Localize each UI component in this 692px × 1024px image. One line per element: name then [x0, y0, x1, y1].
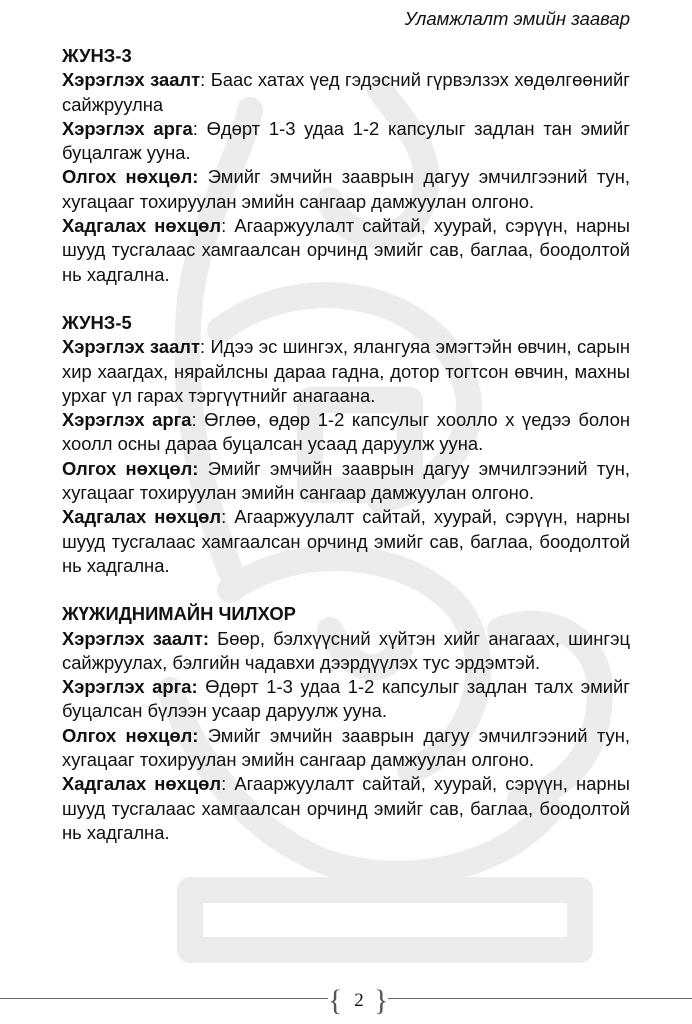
- label-separator: [198, 725, 207, 746]
- paragraph-indication: [62, 68, 630, 117]
- label-separator: :: [192, 117, 207, 139]
- label-separator: [209, 628, 217, 649]
- footer-rule-left: [0, 998, 328, 999]
- paragraph-label: Олгох нөхцөл:: [62, 724, 199, 746]
- paragraph-text: Өдөрт 1-3 удаа 1-2 капсулыг задлан талх эмийг буцалсан бүлээн усаар даруулж ууна.: [62, 676, 630, 722]
- label-separator: :: [191, 409, 205, 431]
- paragraph-label: Хэрэглэх заалт:: [62, 627, 209, 649]
- paragraph-text: Эмийг эмчийн зааврын дагуу эмчилгээний тун, хугацааг тохируулан эмийн сангаар дамжуулан олгоно.: [62, 724, 630, 771]
- paragraph-usage: [62, 117, 630, 166]
- paragraph-label: Олгох нөхцөл:: [62, 457, 199, 479]
- document-body: [62, 44, 630, 845]
- label-separator: [198, 166, 207, 187]
- paragraph-text: Эмийг эмчийн зааврын дагуу эмчилгээний тун, хугацааг тохируулан эмийн сангаар дамжуулан олгоно.: [62, 457, 630, 504]
- label-separator: :: [221, 506, 235, 528]
- paragraph-label: Хэрэглэх заалт: [62, 336, 200, 358]
- paragraph-label: Хэрэглэх арга: [62, 409, 192, 431]
- paragraph-text: Өглөө, өдөр 1-2 капсулыг хоолло х үедээ болон хоолл осны дараа буцалсан усаад даруулж ууна.: [62, 409, 630, 455]
- paragraph-indication: [62, 627, 630, 676]
- paragraph-dispensing: [62, 165, 630, 214]
- paragraph-storage: [62, 214, 630, 287]
- paragraph-storage: [62, 772, 630, 845]
- paragraph-label: Хэрэглэх арга: [62, 117, 193, 139]
- label-separator: :: [221, 215, 235, 237]
- paragraph-dispensing: [62, 724, 630, 773]
- section-title: ЖУНЗ-3: [62, 45, 132, 66]
- label-separator: :: [221, 773, 235, 795]
- paragraph-usage: [62, 675, 630, 724]
- paragraph-dispensing: [62, 457, 630, 506]
- paragraph-text: Баас хатах үед гэдэсний гүрвэлзэх хөдөлгөөнийг сайжруулна: [62, 69, 631, 115]
- paragraph-text: Эмийг эмчийн зааврын дагуу эмчилгээний тун, хугацааг тохируулан эмийн сангаар дамжуулан олгоно.: [62, 166, 630, 212]
- paragraph-label: Олгох нөхцөл:: [62, 166, 199, 188]
- section-title: ЖУНЗ-5: [62, 311, 132, 333]
- paragraph-text: Агааржуулалт сайтай, хуурай, сэрүүн, нарны шууд тусгалаас хамгаалсан орчинд эмийг сав, баглаа, боодолтой нь хадгална.: [62, 506, 630, 576]
- medicine-section: [62, 44, 630, 287]
- running-header: Уламжлалт эмийн заавар: [404, 8, 630, 29]
- paragraph-label: Хэрэглэх заалт: [62, 69, 201, 91]
- label-separator: :: [199, 336, 211, 358]
- label-separator: :: [200, 69, 211, 91]
- page-number-left-bracket: {: [328, 984, 343, 1017]
- paragraph-storage: [62, 505, 630, 578]
- paragraph-text: Өдөрт 1-3 удаа 1-2 капсулыг задлан тан эмийг буцалгаж ууна.: [62, 117, 630, 164]
- page-number-right-bracket: }: [374, 984, 389, 1017]
- paragraph-label: Хэрэглэх арга:: [62, 676, 198, 698]
- medicine-section: [62, 311, 630, 578]
- footer-rule-right: [388, 998, 692, 999]
- label-separator: [198, 458, 207, 479]
- paragraph-text: Агааржуулалт сайтай, хуурай, сэрүүн, нарны шууд тусгалаас хамгаалсан орчинд эмийг сав, баглаа, боодолтой нь хадгална.: [62, 215, 630, 285]
- paragraph-text: Идээ эс шингэх, ялангуяа эмэгтэйн өвчин, сарын хир хаагдах, нярайлсны дараа гадна, дотор тогтсон өвчин, махны урхаг үл гарах тэргүүтнийг анагаана.: [62, 336, 630, 406]
- paragraph-label: Хадгалах нөхцөл: [62, 773, 222, 795]
- section-title: ЖҮЖИДНИМАЙН ЧИЛХОР: [62, 603, 296, 625]
- paragraph-usage: [62, 408, 630, 457]
- paragraph-label: Хадгалах нөхцөл: [62, 506, 222, 528]
- paragraph-text: Агааржуулалт сайтай, хуурай, сэрүүн, нарны шууд тусгалаас хамгаалсан орчинд эмийг сав, баглаа, боодолтой нь хадгална.: [62, 773, 630, 843]
- paragraph-text: Бөөр, бэлхүүсний хүйтэн хийг анагаах, шингэц сайжруулах, бэлгийн чадавхи дээрдүүлэх тус эрдэмтэй.: [62, 627, 630, 673]
- paragraph-indication: [62, 335, 630, 408]
- paragraph-label: Хадгалах нөхцөл: [62, 215, 222, 237]
- medicine-section: [62, 602, 630, 845]
- page-number: 2: [354, 990, 364, 1011]
